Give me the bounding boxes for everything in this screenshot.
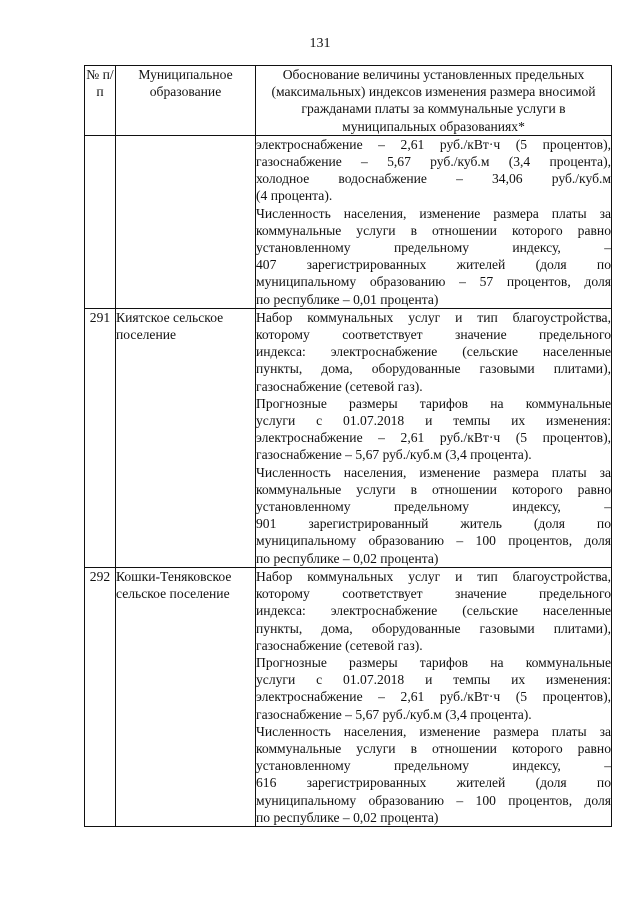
text-line: которому соответствует значение предельного bbox=[256, 586, 611, 602]
table-header-row bbox=[85, 66, 612, 136]
text-line: Прогнозные размеры тарифов на коммунальные bbox=[256, 654, 611, 670]
header-municipality: Муниципальное образование bbox=[116, 66, 256, 136]
text-line: газоснабжение (сетевой газ). bbox=[256, 637, 423, 653]
basis-paragraph bbox=[256, 395, 611, 464]
municipal-index-table bbox=[84, 65, 612, 827]
text-line: установленному предельному индексу, – bbox=[256, 758, 611, 774]
text-line: коммунальные услуги в отношении которого равно bbox=[256, 740, 611, 756]
basis-paragraph bbox=[256, 723, 611, 826]
table-row bbox=[85, 135, 612, 308]
text-line: Набор коммунальных услуг и тип благоустройства, bbox=[256, 568, 611, 584]
row-municipality: Кошки-Теняковское сельское поселение bbox=[116, 567, 256, 826]
text-line: индекса: электроснабжение (сельские населенные bbox=[256, 344, 611, 360]
text-line: которому соответствует значение предельного bbox=[256, 327, 611, 343]
text-line: коммунальные услуги в отношении которого равно bbox=[256, 481, 611, 497]
text-line: Численность населения, изменение размера платы за bbox=[256, 723, 611, 739]
text-line: по республике – 0,02 процента) bbox=[256, 809, 439, 825]
text-line: услуги с 01.07.2018 и темпы их изменения: bbox=[256, 672, 611, 688]
text-line: газоснабжение (сетевой газ). bbox=[256, 378, 423, 394]
row-number: 291 bbox=[85, 308, 116, 567]
page-number: 131 bbox=[309, 36, 331, 51]
text-line: Набор коммунальных услуг и тип благоустройства, bbox=[256, 309, 611, 325]
text-line: (4 процента). bbox=[256, 188, 333, 204]
text-line: холодное водоснабжение – 34,06 руб./куб.м bbox=[256, 171, 611, 187]
text-line: газоснабжение – 5,67 руб./куб.м (3,4 процента), bbox=[256, 154, 611, 170]
text-line: газоснабжение – 5,67 руб./куб.м (3,4 процента). bbox=[256, 447, 532, 463]
text-line: индекса: электроснабжение (сельские населенные bbox=[256, 603, 611, 619]
basis-paragraph bbox=[256, 464, 611, 567]
basis-paragraph bbox=[256, 205, 611, 308]
row-number: 292 bbox=[85, 567, 116, 826]
row-basis bbox=[256, 135, 612, 308]
text-line: муниципальному образованию – 100 процентов, доля bbox=[256, 792, 611, 808]
text-line: пункты, дома, оборудованные газовыми плитами), bbox=[256, 361, 611, 377]
text-line: муниципальному образованию – 57 процентов, доля bbox=[256, 274, 611, 290]
text-line: по республике – 0,02 процента) bbox=[256, 550, 439, 566]
text-line: Численность населения, изменение размера платы за bbox=[256, 205, 611, 221]
table-row bbox=[85, 567, 612, 826]
text-line: муниципальному образованию – 100 процентов, доля bbox=[256, 533, 611, 549]
row-municipality bbox=[116, 135, 256, 308]
text-line: коммунальные услуги в отношении которого равно bbox=[256, 222, 611, 238]
row-number bbox=[85, 135, 116, 308]
table-row bbox=[85, 308, 612, 567]
basis-paragraph bbox=[256, 309, 611, 395]
text-line: газоснабжение – 5,67 руб./куб.м (3,4 процента). bbox=[256, 706, 532, 722]
text-line: Численность населения, изменение размера платы за bbox=[256, 464, 611, 480]
text-line: 407 зарегистрированных жителей (доля по bbox=[256, 257, 611, 273]
header-number: № п/п bbox=[85, 66, 116, 136]
text-line: 616 зарегистрированных жителей (доля по bbox=[256, 775, 611, 791]
row-basis bbox=[256, 308, 612, 567]
text-line: электроснабжение – 2,61 руб./кВт·ч (5 процентов), bbox=[256, 430, 611, 446]
row-municipality: Киятское сельское поселение bbox=[116, 308, 256, 567]
text-line: электроснабжение – 2,61 руб./кВт·ч (5 процентов), bbox=[256, 689, 611, 705]
basis-paragraph bbox=[256, 654, 611, 723]
text-line: электроснабжение – 2,61 руб./кВт·ч (5 процентов), bbox=[256, 136, 611, 152]
basis-paragraph bbox=[256, 568, 611, 654]
text-line: 901 зарегистрированный житель (доля по bbox=[256, 516, 611, 532]
text-line: по республике – 0,01 процента) bbox=[256, 291, 439, 307]
text-line: Прогнозные размеры тарифов на коммунальные bbox=[256, 395, 611, 411]
header-basis: Обоснование величины установленных предельных (максимальных) индексов изменения размера вносимой гражданами платы за коммунальные услуги в муниципальных образованиях* bbox=[256, 66, 612, 136]
text-line: услуги с 01.07.2018 и темпы их изменения: bbox=[256, 413, 611, 429]
text-line: установленному предельному индексу, – bbox=[256, 499, 611, 515]
basis-paragraph bbox=[256, 136, 611, 205]
row-basis bbox=[256, 567, 612, 826]
text-line: пункты, дома, оборудованные газовыми плитами), bbox=[256, 620, 611, 636]
text-line: установленному предельному индексу, – bbox=[256, 240, 611, 256]
